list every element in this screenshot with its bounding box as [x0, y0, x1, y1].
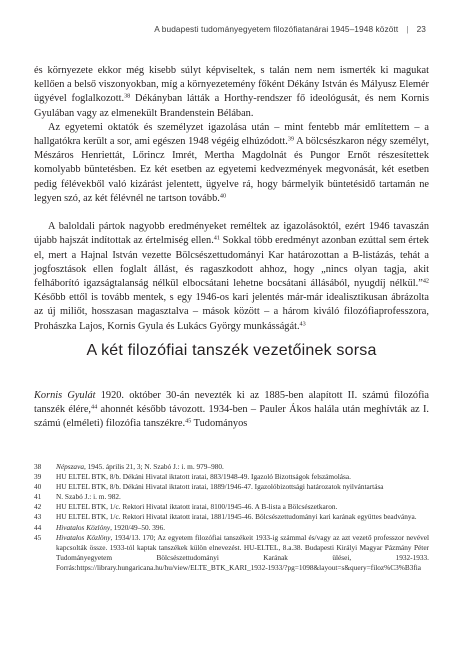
header-separator: |: [406, 24, 409, 34]
footnote-reference[interactable]: 44: [91, 403, 98, 411]
lead-name: Kornis Gyulát: [34, 390, 96, 401]
footnote-reference[interactable]: 39: [287, 135, 295, 143]
footnote-number: 40: [34, 482, 42, 492]
footnote-text: Hivatalos Közlöny, 1920/49–50. 396.: [56, 522, 166, 532]
footnote-text: HU ELTEL BTK, 8/b. Dékáni Hivatal iktatott iratai, 1889/1946-47. Igazolóbizottsági határozatok nyilvántartása: [56, 482, 384, 492]
footnote: [34, 492, 429, 502]
section-paragraph: [34, 389, 429, 432]
footnote-text: HU ELTEL BTK, 8/b. Dékáni Hivatal iktatott iratai, 883/1948-49. Igazoló Bizottságok felszámolása.: [56, 472, 351, 482]
footnote: [34, 512, 429, 522]
footnote-text: N. Szabó J.: i. m. 982.: [56, 492, 121, 502]
body-text: [34, 64, 429, 334]
text-run: Sokkal több eredményt azonban ezúttal sem értek el, mert a Hajnal István vezette Bölcsészettudományi Kar határozottan a B-listázás, tehát a jogfosztások ellen foglalt állást, és ragaszkodott ahhoz, hogy „nincs olyan tagja, akit felháborító igazságtalanság nélkül elbocsátani lehetne bocsátani állásából, nyugdíj nélkül.”: [34, 235, 429, 290]
section-heading: A két filozófiai tanszék vezetőinek sorsa: [86, 342, 377, 359]
running-header: [40, 22, 426, 36]
footnote: [34, 482, 429, 492]
footnote-text: Népszava, 1945. április 21, 3; N. Szabó J.: i. m. 979–980.: [56, 462, 224, 471]
footnote-number: 38: [34, 462, 42, 471]
footnote-text: Hivatalos Közlöny, 1934/13. 170; Az egyetem filozófiai tanszékeit 1933-ig számmal és/vagy az azt vezető professzor nevével kapcsolták össze. 1933-tól kaptak tanszékek külön elnevezést. HU-ELTEL, 8.a.38. Budapesti Királyi Magyar Pázmány Péter Tudományegyetem Bölcsészettudományi Karának ülései, 1932-1933. Forrás:https://library.hungaricana.hu/hu/view/ELTE_BTK_KARI_1932-1933/?pg=1098&layout=s&query=filoz%C3%B3fia: [56, 532, 430, 572]
text-run: ahonnét később távozott. 1934-ben – Pauler Ákos halála után meghívták az I. számú (elméleti) filozófia tanszékre.: [34, 404, 429, 430]
footnote-number: 42: [34, 502, 42, 512]
footnote-reference[interactable]: 40: [219, 192, 227, 200]
footnote: [34, 462, 429, 472]
text-run: Dékányban látták a Horthy-rendszer fő ideológusát, és nem Kornis Gyulában vagy az elmenekült Brandenstein Bélában.: [34, 93, 429, 119]
text-run: Az egyetemi oktatók és személyzet igazolása után – mint fentebb már említettem – a hallgatókra került a sor, ami egészen 1948 végéig elhúzódott.: [34, 121, 429, 148]
text-run: és környezete ekkor még kisebb súlyt képviseltek, s talán nem nem ismerték ki magukat kellően a belső viszonyokban, míg a környezetemény főként Dékány István és Mályusz Elemér ügyével foglalkozott.: [34, 65, 429, 105]
paragraph: [34, 64, 429, 121]
footnote: [34, 472, 429, 482]
footnote-source-title: Hivatalos Közlöny: [56, 522, 111, 532]
footnote: [34, 502, 429, 512]
footnote-source-title: Hivatalos Közlöny: [56, 532, 111, 542]
footnote-number: 45: [34, 532, 42, 542]
running-title: A budapesti tudományegyetem filozófiatanárai 1945–1948 között: [154, 24, 399, 34]
footnotes: [34, 462, 429, 573]
paragraph: [34, 220, 429, 334]
text-run: A baloldali pártok nagyobb eredményeket reméltek az igazolásoktól, ezért 1946 tavaszán újabb hajszát indítottak az értelmiség ellen.: [34, 221, 429, 247]
paragraph: [34, 121, 429, 206]
text-run: Tudományos: [191, 418, 248, 430]
text-run: A bölcsészkaron négy személyt, Mészáros Henriettát, Lőrincz Imrét, Mertha Magdolnát és Pungor Ernőt részesítettek komolyabb büntetésben. Ez két esetben az egyetemi kedvezmények megvonását, két esetben pedig félévekből való kizárást jelentett, ügyelve rá, hogy bármelyik büntetésidő tartamán ne legyen szó, az két félévnél ne tartson tovább.: [34, 136, 429, 204]
footnote-number: 43: [34, 512, 42, 522]
text-run: Később ettől is tovább mentek, s egy 1946-os kari jelentés már-már idealisztikusan ábrázolta az új miliőt, hosszasan magasztalva – mások között – a három kiváló filozófiaprofesszora, Prohászka Lajos, Kornis Gyula és Lukács György munkásságát.: [34, 292, 429, 332]
footnote-reference[interactable]: 38: [124, 92, 131, 100]
footnote-text: HU ELTEL BTK, 1/c. Rektori Hivatal iktatott iratai, 1881/1945-46. Bölcsészettudományi kari karának együttes beadványa.: [56, 512, 417, 522]
section-body: [34, 389, 429, 432]
footnote: [34, 523, 429, 533]
footnote-reference[interactable]: 42: [422, 277, 429, 285]
footnote-number: 41: [34, 492, 42, 502]
footnote: [34, 533, 429, 573]
footnote-number: 39: [34, 472, 42, 482]
footnote-reference[interactable]: 43: [299, 320, 306, 328]
footnote-number: 44: [34, 522, 42, 532]
footnote-text: HU ELTEL BTK, 1/c. Rektori Hivatal iktatott iratai, 8100/1945-46. A B-lista a Bölcsészetkaron.: [56, 502, 338, 512]
footnote-source-title: Népszava: [56, 462, 84, 471]
footnote-reference[interactable]: 41: [213, 234, 220, 242]
page-number: 23: [416, 24, 426, 34]
text-run: 1920. október 30-án nevezték ki az 1885-ben alapított II. számú filozófia tanszék élére,: [34, 390, 430, 416]
footnote-reference[interactable]: 45: [185, 417, 192, 425]
